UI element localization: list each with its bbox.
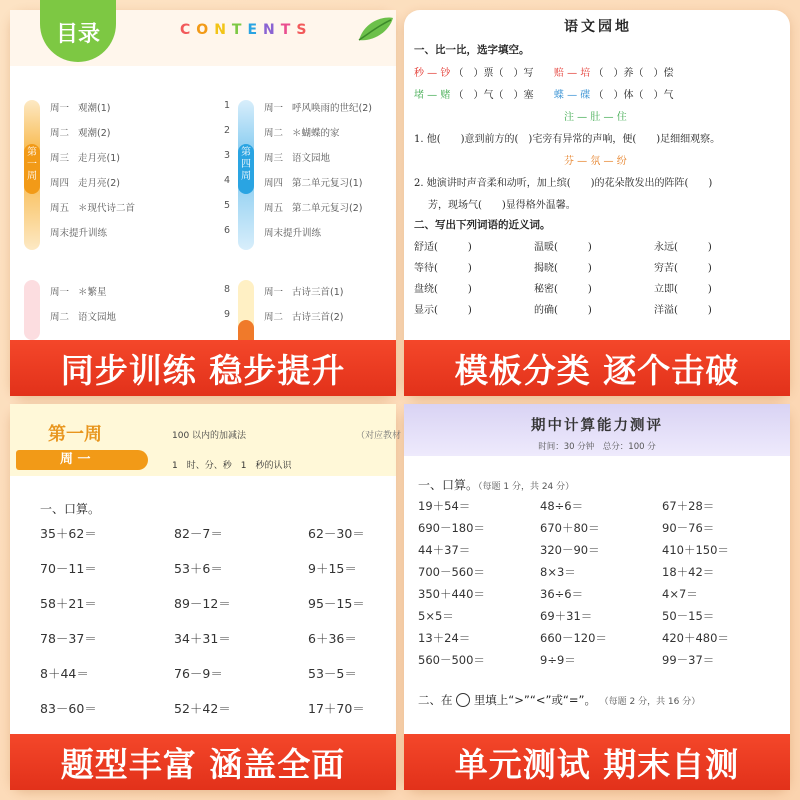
arithmetic-item: 70－11＝ [40, 561, 97, 576]
synonym-item: 盘绕( ) [414, 284, 472, 295]
arithmetic-item: 560－500＝ [418, 653, 485, 667]
circle-icon [456, 693, 470, 707]
arithmetic-item: 700－560＝ [418, 565, 485, 579]
hint-chars: 注 — 肚 — 住 [564, 112, 627, 123]
arithmetic-grid [40, 524, 408, 717]
synonym-item: 等待( ) [414, 263, 472, 274]
arithmetic-item: 670＋80＝ [540, 521, 600, 535]
section-heading: 一、口算。 [40, 502, 101, 516]
arithmetic-item: 34＋31＝ [174, 631, 231, 646]
arithmetic-item: 78－37＝ [40, 631, 97, 646]
week1-bar [24, 100, 40, 250]
exercise-title: 语文园地 [564, 19, 632, 35]
arithmetic-item: 53＋6＝ [174, 561, 223, 576]
arithmetic-item: 17＋70＝ [308, 701, 365, 716]
toc-row[interactable]: 周一 呼风唤雨的世纪(2) [264, 103, 372, 114]
arithmetic-item: 9÷9＝ [540, 653, 576, 667]
contents-letter: N [214, 22, 232, 38]
synonym-item: 穷苦( ) [654, 263, 712, 274]
arithmetic-item: 89－12＝ [174, 596, 231, 611]
synonym-item: 温暖( ) [534, 242, 592, 253]
section-heading: 一、口算。（每题 1 分，共 24 分） [418, 478, 575, 492]
toc-row[interactable]: 周一 古诗三首(1) [264, 287, 344, 298]
synonym-item: 的确( ) [534, 305, 592, 316]
panel-week-practice [10, 404, 402, 790]
arithmetic-item: 13＋24＝ [418, 631, 471, 645]
arithmetic-item: 52＋42＝ [174, 701, 231, 716]
toc-row[interactable]: 周三 走月亮(1) 3 [50, 150, 230, 164]
synonym-item: 立即( ) [654, 284, 712, 295]
arithmetic-item: 8×3＝ [540, 565, 576, 579]
week1-tag: 第一周 [24, 144, 40, 194]
arithmetic-item: 90－76＝ [662, 521, 715, 535]
topic-label: 100 以内的加减法 [172, 431, 247, 441]
contents-letter: C [180, 22, 197, 38]
panel4-banner: 单元测试 期末自测 [404, 734, 790, 790]
arithmetic-item: 690－180＝ [418, 521, 485, 535]
week5-bar [238, 280, 254, 340]
toc-row[interactable]: 周五 ＊现代诗二首 5 [50, 200, 230, 214]
arithmetic-item: 320－90＝ [540, 543, 600, 557]
toc-row[interactable]: 周四 第二单元复习(1) [264, 178, 363, 189]
week4-bar [238, 100, 254, 250]
arithmetic-item: 69＋31＝ [540, 609, 593, 623]
arithmetic-item: 67＋28＝ [662, 499, 715, 513]
arithmetic-item: 19＋54＝ [418, 499, 471, 513]
panel-midterm-test [404, 404, 790, 790]
arithmetic-item: 6＋36＝ [308, 631, 357, 646]
arithmetic-item: 99－37＝ [662, 653, 715, 667]
arithmetic-item: 4×7＝ [662, 587, 698, 601]
toc-row[interactable]: 周末提升训练 [264, 228, 322, 239]
arithmetic-item: 36÷6＝ [540, 587, 584, 601]
toc-title-badge: 目录 [40, 0, 116, 62]
arithmetic-item: 44＋37＝ [418, 543, 471, 557]
hint-chars: 芬 — 氛 — 纷 [564, 156, 627, 167]
toc-row[interactable]: 周五 第二单元复习(2) [264, 203, 363, 214]
arithmetic-item: 350＋440＝ [418, 587, 485, 601]
arithmetic-item: 420＋480＝ [662, 631, 729, 645]
question-2b: 芳，现场气( )显得格外温馨。 [428, 200, 576, 211]
leaf-icon [355, 14, 395, 44]
toc-row[interactable]: 周一 ＊繁星 8 [50, 284, 230, 298]
synonym-grid [414, 238, 782, 316]
arithmetic-item: 48÷6＝ [540, 499, 584, 513]
week4-tag: 第四周 [238, 144, 254, 194]
synonym-item: 显示( ) [414, 305, 472, 316]
day-tag: 周 一 [16, 450, 148, 470]
arithmetic-item: 58＋21＝ [40, 596, 97, 611]
arithmetic-item: 8＋44＝ [40, 666, 89, 681]
arithmetic-item: 95－15＝ [308, 596, 365, 611]
arithmetic-grid [418, 498, 772, 668]
question-2a: 2. 她演讲时声音柔和动听，加上缤( )的花朵散发出的阵阵( ) [414, 178, 713, 189]
toc-row[interactable]: 周四 走月亮(2) 4 [50, 175, 230, 189]
section-heading: 一、比一比，选字填空。 [414, 44, 530, 56]
week2-bar [24, 280, 40, 340]
panel2-banner: 模板分类 逐个击破 [404, 340, 790, 396]
contents-letter: E [247, 22, 264, 38]
arithmetic-item: 35＋62＝ [40, 526, 97, 541]
arithmetic-item: 410＋150＝ [662, 543, 729, 557]
toc-row[interactable]: 周二 观潮(2) 2 [50, 125, 230, 139]
section-heading: 二、在 里填上“>”“<”或“=”。 （每题 2 分，共 16 分） [418, 693, 701, 707]
panel1-banner: 同步训练 稳步提升 [10, 340, 396, 396]
toc-row[interactable]: 周三 语文园地 [264, 153, 331, 164]
arithmetic-item: 76－9＝ [174, 666, 223, 681]
arithmetic-item: 660－120＝ [540, 631, 607, 645]
arithmetic-item: 62－30＝ [308, 526, 365, 541]
toc-row[interactable]: 周末提升训练 6 [50, 225, 230, 239]
arithmetic-item: 53－5＝ [308, 666, 357, 681]
question-1: 1. 他( )意到前方的( )宅旁有异常的声响，便( )足细细观察。 [414, 134, 721, 145]
contents-letter: T [280, 22, 297, 38]
synonym-item: 洋溢( ) [654, 305, 712, 316]
toc-row[interactable]: 周一 观潮(1) 1 [50, 100, 230, 114]
toc-row[interactable]: 周二 语文园地 9 [50, 309, 230, 323]
toc-row[interactable]: 周二 ＊蝴蝶的家 [264, 128, 340, 139]
compare-row: 堵 — 赌 （ ）气（ ）塞 蝶 — 碟 （ ）体（ ）气 [414, 90, 674, 101]
arithmetic-item: 50－15＝ [662, 609, 715, 623]
contents-letter: T [231, 22, 248, 38]
test-title: 期中计算能力测评 [531, 418, 663, 434]
contents-letter: O [196, 22, 215, 38]
contents-letter: N [263, 22, 281, 38]
arithmetic-item: 9＋15＝ [308, 561, 357, 576]
synonym-item: 永远( ) [654, 242, 712, 253]
sub-topic: 1 时、分、秒 1 秒的认识 [172, 461, 292, 471]
week-title: 第一周 [48, 424, 102, 445]
test-meta: 时间：30 分钟 总分：100 分 [538, 442, 656, 452]
section-heading: 二、写出下列词语的近义词。 [414, 219, 551, 231]
synonym-item: 舒适( ) [414, 242, 472, 253]
arithmetic-item: 82－7＝ [174, 526, 223, 541]
synonym-item: 揭晓( ) [534, 263, 592, 274]
arithmetic-item: 18＋42＝ [662, 565, 715, 579]
arithmetic-item: 5×5＝ [418, 609, 454, 623]
contents-word [180, 22, 312, 38]
panel-table-of-contents [10, 10, 396, 396]
textbook-reference: （对应教材 [356, 431, 402, 441]
panel-chinese-exercise [404, 10, 790, 396]
contents-letter: S [296, 22, 313, 38]
panel3-banner: 题型丰富 涵盖全面 [10, 734, 396, 790]
arithmetic-item: 83－60＝ [40, 701, 97, 716]
compare-row: 秒 — 钞 （ ）票（ ）写 赔 — 培 （ ）养（ ）偿 [414, 68, 674, 79]
toc-row[interactable]: 周二 古诗三首(2) [264, 312, 344, 323]
synonym-item: 秘密( ) [534, 284, 592, 295]
